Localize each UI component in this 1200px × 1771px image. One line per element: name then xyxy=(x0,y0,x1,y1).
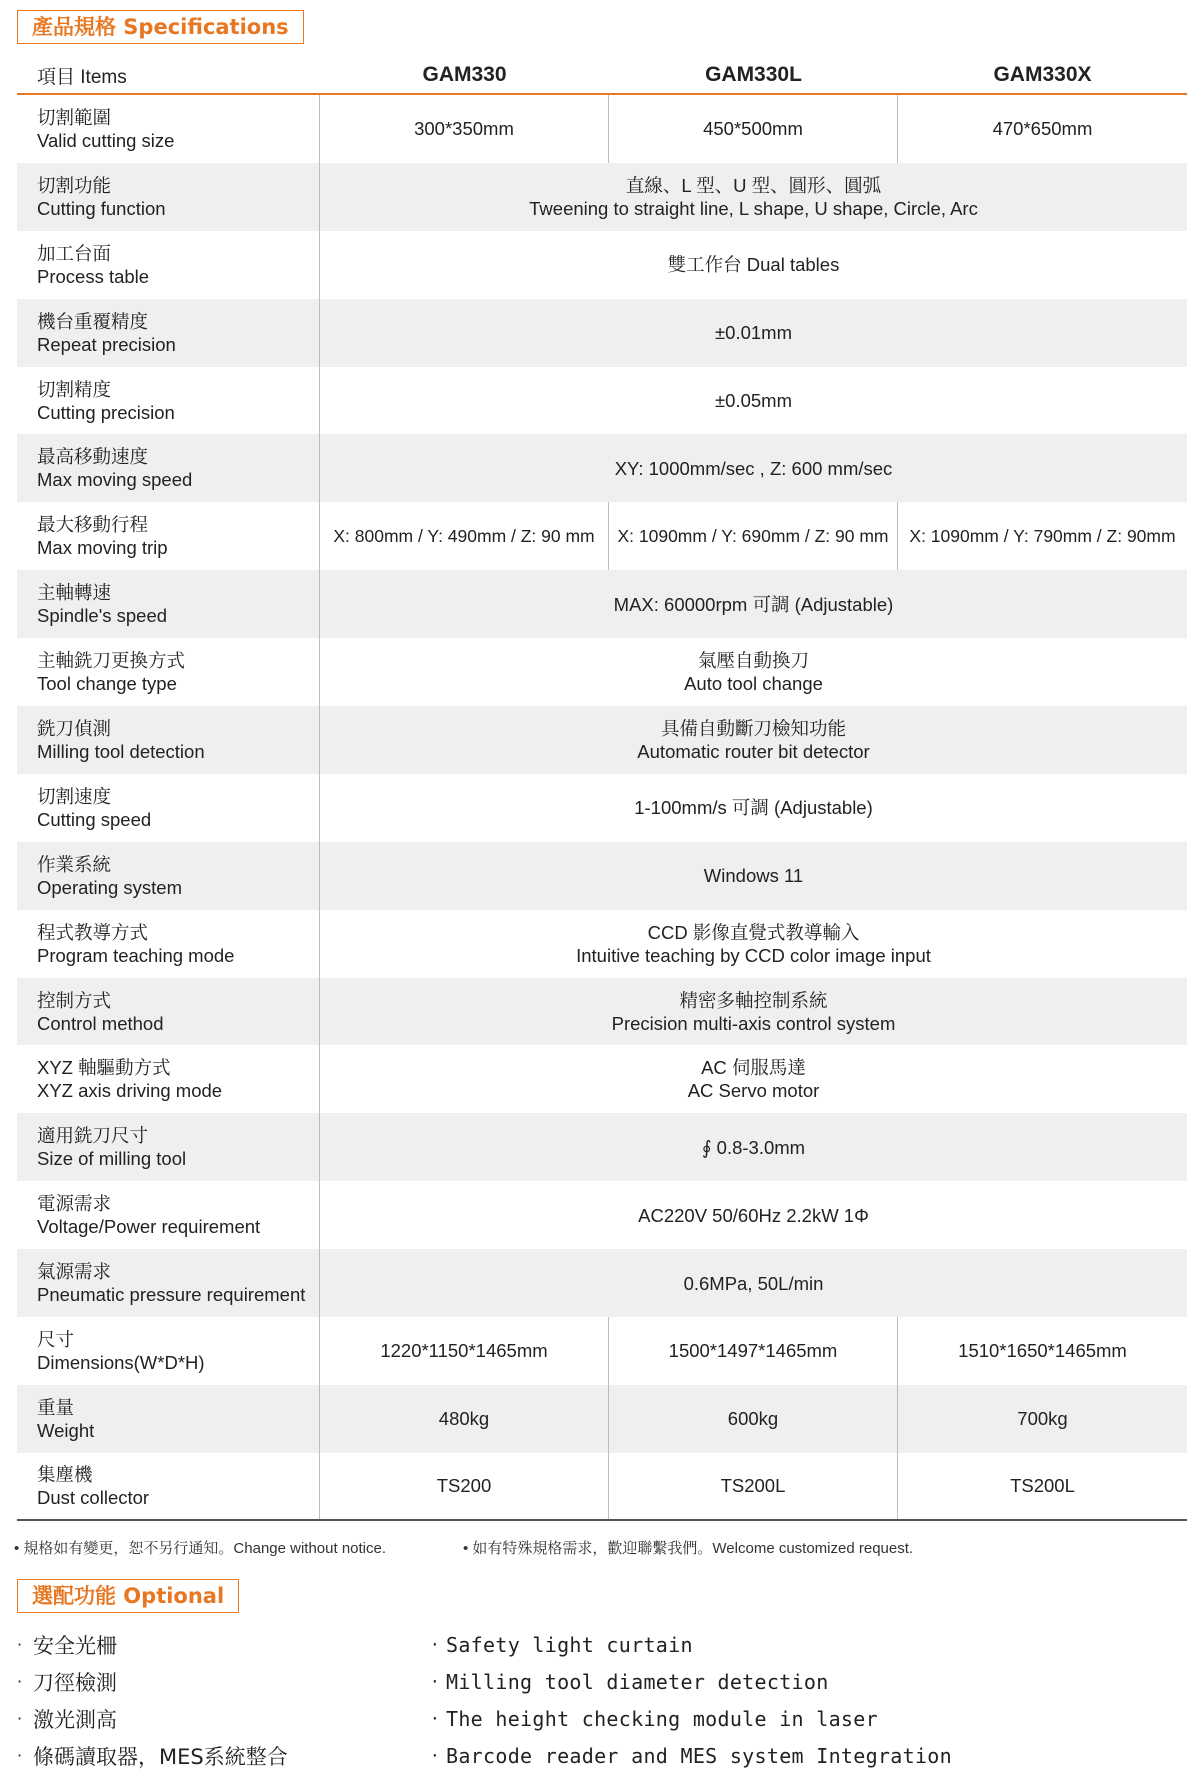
row-value-line: AC Servo motor xyxy=(687,1080,820,1102)
row-label-en: Process table xyxy=(37,265,150,287)
optional-item xyxy=(17,1700,288,1737)
row-value: 1220*1150*1465mm xyxy=(320,1317,609,1385)
row-value: TS200L xyxy=(609,1453,898,1519)
bullet-icon: · xyxy=(430,1709,440,1728)
row-value: X: 1090mm / Y: 790mm / Z: 90mm xyxy=(909,525,1176,546)
table-row xyxy=(17,1113,1187,1181)
row-value-line: 雙工作台 Dual tables xyxy=(667,254,840,276)
row-label-en: Max moving speed xyxy=(37,469,193,491)
row-label-cn: 氣源需求 xyxy=(37,1261,112,1283)
row-value-line: ∮ 0.8-3.0mm xyxy=(701,1136,806,1158)
row-value-line: XY: 1000mm/sec , Z: 600 mm/sec xyxy=(614,457,893,479)
optional-title: 選配功能 Optional xyxy=(17,1579,239,1613)
optional-item xyxy=(430,1663,952,1700)
row-label-en: Voltage/Power requirement xyxy=(37,1216,261,1238)
row-value: X: 1090mm / Y: 690mm / Z: 90 mm xyxy=(609,502,898,570)
row-value: 300*350mm xyxy=(320,95,609,163)
row-label xyxy=(17,231,320,299)
optional-item-label: Barcode reader and MES system Integration xyxy=(446,1743,952,1768)
row-value-line: 1-100mm/s 可調 (Adjustable) xyxy=(634,797,873,819)
optional-item-label: 安全光柵 xyxy=(33,1633,117,1658)
row-value-line: CCD 影像直覺式教導輸入 xyxy=(647,921,860,943)
row-label-cn: 加工台面 xyxy=(37,242,112,264)
row-label xyxy=(17,434,320,502)
note-customized-request: • 如有特殊規格需求，歡迎聯繫我們。Welcome customized request. xyxy=(463,1540,914,1557)
row-label-en: Pneumatic pressure requirement xyxy=(37,1284,306,1306)
specifications-title: 產品規格 Specifications xyxy=(17,10,304,44)
row-value-line: Windows 11 xyxy=(703,865,804,887)
row-label-en: Tool change type xyxy=(37,673,177,695)
row-value: 450*500mm xyxy=(609,95,898,163)
row-label xyxy=(17,1181,320,1249)
row-label-en: Cutting function xyxy=(37,197,166,219)
row-value-span xyxy=(320,1045,1187,1113)
row-label-cn: 作業系統 xyxy=(37,853,112,875)
row-label-en: Dimensions(W*D*H) xyxy=(37,1351,205,1373)
table-row xyxy=(17,502,1187,570)
row-label xyxy=(17,638,320,706)
row-label xyxy=(17,842,320,910)
table-row xyxy=(17,434,1187,502)
optional-item xyxy=(430,1737,952,1771)
row-label-en: Dust collector xyxy=(37,1486,150,1508)
row-label-cn: 集塵機 xyxy=(37,1463,93,1485)
row-label xyxy=(17,163,320,231)
row-value-span xyxy=(320,638,1187,706)
row-value-line: 具備自動斷刀檢知功能 xyxy=(660,717,846,739)
row-value-span xyxy=(320,434,1187,502)
row-label xyxy=(17,1385,320,1453)
row-value-line: 氣壓自動換刀 xyxy=(697,650,809,672)
optional-list-en xyxy=(430,1626,952,1771)
header-model-gam330l: GAM330L xyxy=(705,63,802,86)
row-label-en: Valid cutting size xyxy=(37,129,175,151)
row-label-cn: 銑刀偵測 xyxy=(37,717,112,739)
row-label-cn: 重量 xyxy=(37,1396,75,1418)
row-value-line: AC220V 50/60Hz 2.2kW 1Φ xyxy=(638,1204,869,1226)
table-row xyxy=(17,231,1187,299)
bullet-icon: · xyxy=(430,1635,440,1654)
bullet-icon: · xyxy=(17,1746,23,1765)
table-row xyxy=(17,163,1187,231)
row-label-cn: 切割功能 xyxy=(37,174,112,196)
row-label-en: Operating system xyxy=(37,876,182,898)
table-row xyxy=(17,1249,1187,1317)
optional-item-label: 條碼讀取器，MES系統整合 xyxy=(33,1744,288,1769)
optional-item-label: The height checking module in laser xyxy=(446,1706,878,1731)
row-label-cn: 最高移動速度 xyxy=(37,446,149,468)
row-value-line: ±0.05mm xyxy=(715,390,792,411)
row-value-span xyxy=(320,231,1187,299)
row-value-span xyxy=(320,774,1187,842)
row-label-cn: 適用銑刀尺寸 xyxy=(37,1125,149,1147)
row-value-span xyxy=(320,1181,1187,1249)
table-row xyxy=(17,978,1187,1046)
row-label-cn: 程式教導方式 xyxy=(37,921,149,943)
row-value-span xyxy=(320,1249,1187,1317)
row-value-line: Precision multi-axis control system xyxy=(611,1012,896,1034)
row-value-line: Automatic router bit detector xyxy=(637,740,870,762)
row-label xyxy=(17,95,320,163)
row-label-en: XYZ axis driving mode xyxy=(37,1080,223,1102)
row-label-en: Size of milling tool xyxy=(37,1148,187,1170)
row-label-cn: 切割速度 xyxy=(37,785,112,807)
row-label xyxy=(17,910,320,978)
row-label-en: Max moving trip xyxy=(37,537,168,559)
table-row xyxy=(17,842,1187,910)
table-header xyxy=(17,58,1187,95)
row-value: X: 800mm / Y: 490mm / Z: 90 mm xyxy=(320,502,609,570)
row-value-span xyxy=(320,570,1187,638)
row-label-cn: XYZ 軸驅動方式 xyxy=(37,1057,171,1079)
row-value-span xyxy=(320,842,1187,910)
row-label-cn: 主軸轉速 xyxy=(37,582,112,604)
table-row xyxy=(17,1045,1187,1113)
row-label-en: Cutting speed xyxy=(37,808,152,830)
row-value-line: ±0.01mm xyxy=(715,322,792,344)
optional-item xyxy=(17,1663,288,1700)
row-label xyxy=(17,570,320,638)
row-label-cn: 最大移動行程 xyxy=(37,514,149,536)
bullet-icon: · xyxy=(17,1709,23,1728)
note-change-without-notice: • 規格如有變更，恕不另行通知。Change without notice. xyxy=(14,1540,387,1557)
row-value-line: Intuitive teaching by CCD color image input xyxy=(576,944,931,966)
row-value-span xyxy=(320,706,1187,774)
table-row xyxy=(17,910,1187,978)
row-value-span xyxy=(320,367,1187,435)
bullet-icon: · xyxy=(430,1746,440,1765)
row-label-cn: 尺寸 xyxy=(37,1328,75,1350)
header-model-gam330: GAM330 xyxy=(422,63,507,86)
table-row xyxy=(17,1385,1187,1453)
row-value-span xyxy=(320,978,1187,1046)
row-label-en: Weight xyxy=(37,1419,95,1441)
row-label xyxy=(17,1249,320,1317)
optional-item xyxy=(430,1626,952,1663)
row-value-span xyxy=(320,163,1187,231)
header-items: 項目 Items xyxy=(37,67,127,88)
row-value: 1510*1650*1465mm xyxy=(958,1340,1127,1362)
row-label-cn: 機台重覆精度 xyxy=(37,310,149,332)
row-value-span xyxy=(320,910,1187,978)
row-label xyxy=(17,1113,320,1181)
row-value: 700kg xyxy=(1017,1408,1068,1430)
row-value: TS200L xyxy=(1010,1475,1075,1497)
optional-item-label: 激光測高 xyxy=(33,1707,117,1732)
row-label xyxy=(17,978,320,1046)
row-value: 1500*1497*1465mm xyxy=(609,1317,898,1385)
table-row xyxy=(17,706,1187,774)
row-value-line: Tweening to straight line, L shape, U shape, Circle, Arc xyxy=(529,197,978,219)
table-row xyxy=(17,774,1187,842)
row-value-span xyxy=(320,299,1187,367)
row-value-line: 直線、L 型、U 型、圓形、圓弧 xyxy=(625,174,882,196)
optional-item xyxy=(17,1737,288,1771)
row-label-cn: 切割精度 xyxy=(37,378,112,400)
table-row xyxy=(17,570,1187,638)
row-label-cn: 電源需求 xyxy=(37,1193,112,1215)
row-value-line: 精密多軸控制系統 xyxy=(679,989,828,1011)
row-label xyxy=(17,1317,320,1385)
row-value-span xyxy=(320,1113,1187,1181)
row-label-en: Cutting precision xyxy=(37,401,175,423)
row-value-line: Auto tool change xyxy=(684,673,823,695)
row-value-line: AC 伺服馬達 xyxy=(701,1057,806,1079)
bullet-icon: · xyxy=(17,1672,23,1691)
table-row xyxy=(17,1453,1187,1521)
row-label-en: Spindle's speed xyxy=(37,605,168,627)
row-label xyxy=(17,299,320,367)
table-row xyxy=(17,367,1187,435)
row-value: 470*650mm xyxy=(992,118,1093,140)
table-row xyxy=(17,638,1187,706)
row-label-en: Control method xyxy=(37,1012,164,1034)
spec-table xyxy=(17,58,1187,1521)
table-row xyxy=(17,299,1187,367)
table-row xyxy=(17,1181,1187,1249)
row-label-en: Milling tool detection xyxy=(37,740,205,762)
optional-item-label: Milling tool diameter detection xyxy=(446,1669,829,1694)
optional-list-cn xyxy=(17,1626,288,1771)
row-label xyxy=(17,1453,320,1519)
row-value-line: 0.6MPa, 50L/min xyxy=(683,1272,824,1294)
table-body xyxy=(17,95,1187,1521)
row-label-en: Program teaching mode xyxy=(37,944,235,966)
row-label xyxy=(17,502,320,570)
row-label xyxy=(17,706,320,774)
table-row xyxy=(17,1317,1187,1385)
bullet-icon: · xyxy=(430,1672,440,1691)
optional-item xyxy=(17,1626,288,1663)
bullet-icon: · xyxy=(17,1635,23,1654)
optional-item-label: 刀徑檢測 xyxy=(33,1670,117,1695)
optional-item xyxy=(430,1700,952,1737)
row-value: 600kg xyxy=(609,1385,898,1453)
row-label xyxy=(17,367,320,435)
row-label-en: Repeat precision xyxy=(37,333,176,355)
row-value: 480kg xyxy=(320,1385,609,1453)
header-model-gam330x: GAM330X xyxy=(993,63,1092,86)
table-row xyxy=(17,95,1187,163)
row-label xyxy=(17,774,320,842)
row-label xyxy=(17,1045,320,1113)
row-label-cn: 切割範圍 xyxy=(37,106,112,128)
row-label-cn: 主軸銑刀更換方式 xyxy=(37,650,186,672)
row-label-cn: 控制方式 xyxy=(37,989,112,1011)
row-value: TS200 xyxy=(320,1453,609,1519)
optional-item-label: Safety light curtain xyxy=(446,1632,693,1657)
row-value-line: MAX: 60000rpm 可調 (Adjustable) xyxy=(613,593,894,615)
